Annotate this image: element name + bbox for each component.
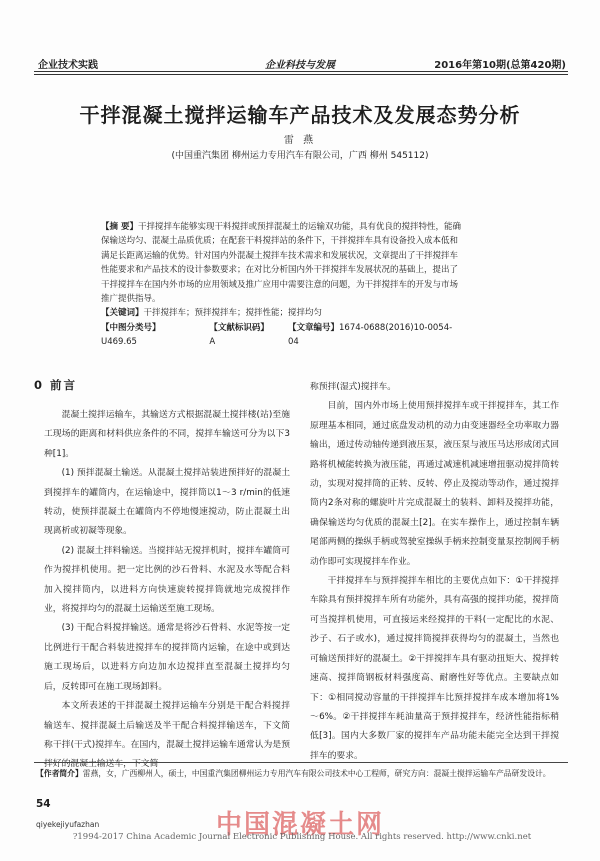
journal-section: 企业技术实践 bbox=[38, 60, 98, 71]
clc bbox=[101, 321, 195, 350]
doc-value: A bbox=[209, 337, 216, 348]
doc-code bbox=[209, 321, 274, 350]
article-affiliation: (中国重汽集团 柳州运力专用汽车有限公司，广西 柳州 545112) bbox=[171, 151, 429, 161]
body-paragraph: 称预拌(湿式)搅拌车。 bbox=[310, 382, 397, 392]
clc-value: U469.65 bbox=[101, 337, 137, 348]
abstract-block bbox=[101, 220, 461, 350]
article-number bbox=[288, 321, 461, 350]
abstract-label: 【摘 要】 bbox=[101, 222, 138, 232]
footnote-divider bbox=[34, 762, 568, 763]
keywords-text: 干拌搅拌车；预拌搅拌车；搅拌性能；搅拌均匀 bbox=[143, 308, 323, 319]
section-heading: 0 前言 bbox=[34, 378, 78, 392]
copyright-line: ?1994-2017 China Academic Journal Electronic Publishing House. All rights reserved. http://www.cnki.net bbox=[72, 832, 532, 842]
body-column-left bbox=[44, 406, 290, 775]
journal-domain: qiyekejiyufazhan bbox=[36, 820, 100, 829]
body-paragraph: (3) 干配合料搅拌输送。通常是将沙石骨料、水泥等按一定比例进行干配合料装进搅拌车的搅拌筒内运输，在途中或到达施工现场后，以进料方向边加水边搅拌直至混凝土搅拌均匀后，反转即可在施工现场卸料。 bbox=[44, 623, 290, 692]
author-note bbox=[36, 768, 566, 780]
header-divider-2 bbox=[34, 74, 568, 75]
keywords-line bbox=[101, 306, 461, 320]
abstract-text: 干拌搅拌车能够实现干料搅拌或预拌混凝土的运输双功能，具有优良的搅拌特性，能确保输送均匀、混凝土品质优质；在配套干料搅拌站的条件下，干拌搅拌车具有设备投入成本低和满足长距离运输的优势。针对国内外混凝土搅拌车技术需求和发展状况，文章提出了干拌搅拌车性能要求和产品技术的设计参数要求；在对比分析国内外干拌搅拌车发展状况的基础上，提出了干拌搅拌车在国内外市场的应用领域及推广应用中需要注意的问题，为干拌搅拌车的开发与市场推广提供指导。 bbox=[101, 222, 461, 305]
body-paragraph: (2) 混凝土拌料输送。当搅拌站无搅拌机时，搅拌车罐筒可作为搅拌机使用。把一定比例的沙石骨料、水泥及水等配合料加入搅拌筒内，以进料方向快速旋转搅拌筒就地完成搅拌作业，将搅拌均匀的混凝土运输送至施工现场。 bbox=[44, 545, 290, 615]
keywords-label: 【关键词】 bbox=[101, 308, 144, 319]
body-column-right bbox=[310, 378, 559, 766]
art-label: 【文章编号】 bbox=[287, 322, 339, 333]
author-note-text: 雷燕，女，广西柳州人，硕士，中国重汽集团柳州运力专用汽车有限公司技术中心工程师，研究方向：混凝土搅拌运输车产品研发设计。 bbox=[82, 769, 551, 778]
body-paragraph: 目前，国内外市场上使用预拌搅拌车或干拌搅拌车，其工作原理基本相同，通过底盘发动机的动力由变速器经全功率取力器输出，通过传动轴传递到液压泵，液压泵与液压马达形成闭式回路将机械能转换为液压能，再通过减速机减速增扭驱动搅拌筒转动，实现对搅拌筒的正转、反转、停止及搅动等动作，通过搅拌筒内2条对称的螺旋叶片完成混凝土的装料、卸料及搅拌功能，确保输送均匀优质的混凝土[2]。在实车操作上，通过控制车辆尾部两侧的操纵手柄或驾驶室操纵手柄来控制变量泵控制阀手柄动作即可实现搅拌车作业。 bbox=[310, 401, 559, 567]
header-divider bbox=[34, 71, 568, 72]
body-paragraph: 干拌搅拌车与预拌搅拌车相比的主要优点如下：①干拌搅拌车除具有预拌搅拌车所有功能外，具有高强的搅拌功能，搅拌筒可当搅拌机使用，可直接运来经搅拌的干料(一定配比的水泥、沙子、石子或水)，通过搅拌筒搅拌获得均匀的混凝土，当然也可输送预拌好的混凝土。②干拌搅拌车具有驱动扭矩大、搅拌转速高、搅拌筒钢板材料强度高、耐磨性好等优点。主要缺点如下：①相同搅动容量的干拌搅拌车比预拌搅拌车成本增加将1%～6%。②干拌搅拌车耗油量高于预拌搅拌车，经济性能指标稍低[3]。国内大多数厂家的搅拌车产品功能未能完全达到干拌搅拌车的要求。 bbox=[310, 576, 559, 761]
classification-line bbox=[101, 321, 461, 350]
body-paragraph: 混凝土搅拌运输车，其输送方式根据混凝土搅拌楼(站)至施工现场的距离和材料供应条件的不同，搅拌车输送可分为以下3种[1]。 bbox=[44, 410, 290, 459]
body-paragraph: (1) 预拌混凝土输送。从混凝土搅拌站装进预拌好的混凝土到搅拌车的罐筒内，在运输途中，搅拌筒以1～3 r/min的低速转动，使预拌混凝土在罐筒内不停地慢速搅动，防止混凝土出现离析或初凝等现象。 bbox=[44, 468, 290, 537]
doc-label: 【文献标识码】 bbox=[209, 322, 269, 333]
article-author: 雷 燕 bbox=[283, 135, 317, 146]
issue-info: 2016年第10期(总第420期) bbox=[434, 60, 566, 71]
art-value: 1674-0688(2016)10-0054-04 bbox=[287, 322, 453, 348]
author-note-label: 【作者简介】 bbox=[36, 769, 83, 778]
watermark: 中国混凝土网 bbox=[215, 810, 384, 840]
abstract-paragraph bbox=[101, 220, 461, 306]
article-title: 干拌混凝土搅拌运输车产品技术及发展态势分析 bbox=[79, 103, 521, 127]
body-paragraph: 本文所表述的干拌混凝土搅拌运输车分别是干配合料搅拌输送车、搅拌混凝土后输送及半干配合料搅拌输送车，下文简称干拌(干式)搅拌车。在国内，混凝土搅拌运输车通常认为是预拌好的混凝土输送车，下文简 bbox=[44, 701, 290, 770]
journal-name: 企业科技与发展 bbox=[265, 60, 335, 71]
clc-label: 【中图分类号】 bbox=[101, 322, 161, 333]
page-number: 54 bbox=[36, 798, 51, 810]
